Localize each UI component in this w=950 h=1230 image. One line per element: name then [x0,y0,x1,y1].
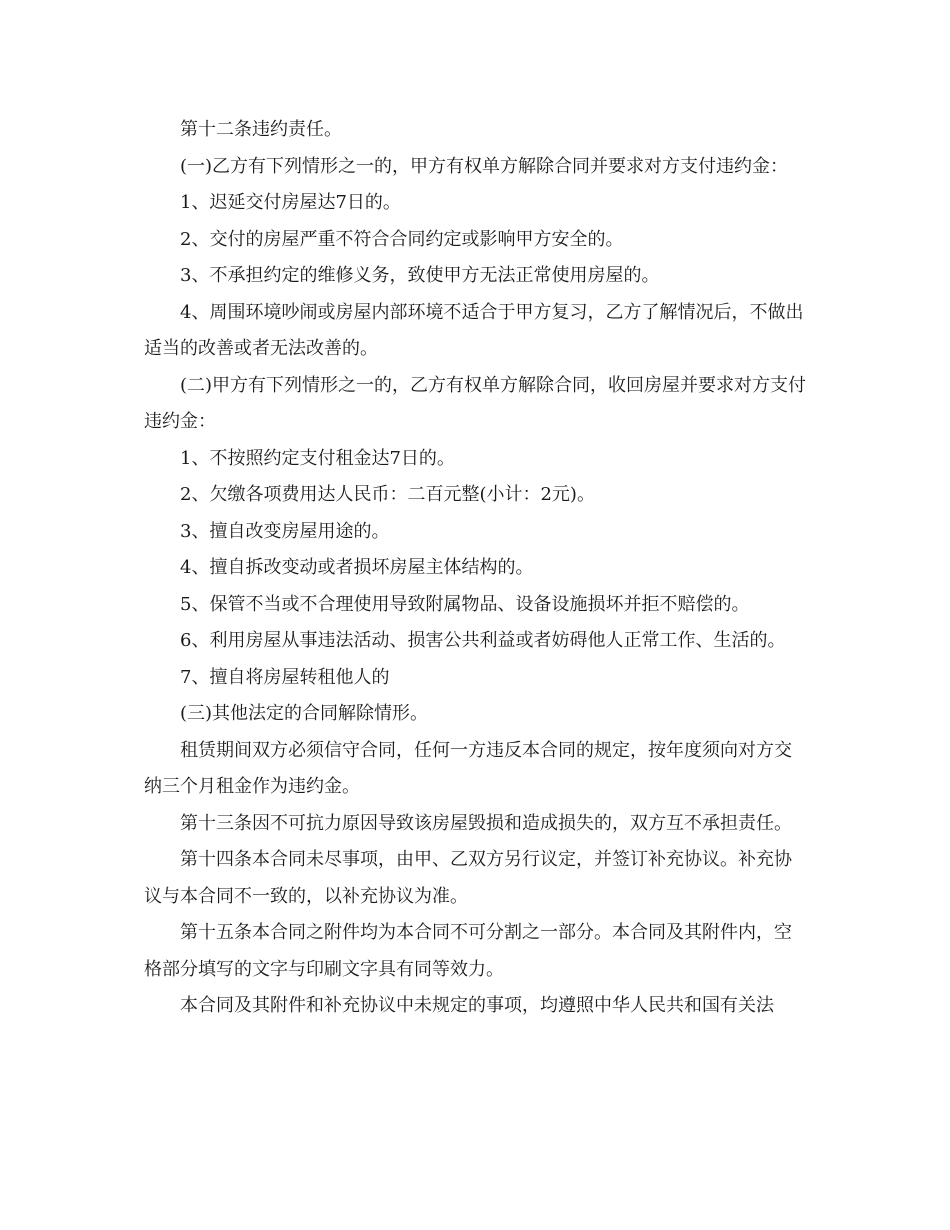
paragraph: 1、迟延交付房屋达7日的。 [180,192,401,213]
paragraph: 7、擅自将房屋转租他人的 [180,666,390,688]
paragraph: (三)其他法定的合同解除情形。 [180,703,429,724]
paragraph: 6、利用房屋从事违法活动、损害公共利益或者妨碍他人正常工作、生活的。 [180,630,786,651]
paragraph: (二)甲方有下列情形之一的，乙方有权单方解除合同，收回房屋并要求对方支付违约金： [144,374,807,432]
paragraph: 第十二条违约责任。 [180,119,342,140]
paragraph: 5、保管不当或不合理使用导致附属物品、设备设施损坏并拒不赔偿的。 [180,593,750,615]
paragraph: 3、擅自改变房屋用途的。 [180,520,390,542]
paragraph: 第十四条本合同未尽事项，由甲、乙双方另行议定，并签订补充协议。补充协议与本合同不一致的，以补充协议为准。 [144,849,792,907]
paragraph: (一)乙方有下列情形之一的，甲方有权单方解除合同并要求对方支付违约金： [180,155,789,177]
paragraph: 4、擅自拆改变动或者损坏房屋主体结构的。 [180,557,534,578]
paragraph: 租赁期间双方必须信守合同，任何一方违反本合同的规定，按年度须向对方交纳三个月租金作为违约金。 [144,739,792,797]
paragraph: 3、不承担约定的维修义务，致使甲方无法正常使用房屋的。 [180,265,660,286]
paragraph: 2、交付的房屋严重不符合合同约定或影响甲方安全的。 [180,228,624,250]
paragraph: 本合同及其附件和补充协议中未规定的事项，均遵照中华人民共和国有关法 [180,995,774,1016]
paragraph: 1、不按照约定支付租金达7日的。 [180,447,455,469]
document-body [144,112,808,1025]
paragraph: 2、欠缴各项费用达人民币：二百元整(小计：2元)。 [180,484,595,505]
paragraph: 第十五条本合同之附件均为本合同不可分割之一部分。本合同及其附件内，空格部分填写的文字与印刷文字具有同等效力。 [144,922,792,980]
paragraph: 4、周围环境吵闹或房屋内部环境不适合于甲方复习，乙方了解情况后，不做出适当的改善或者无法改善的。 [144,301,804,359]
paragraph: 第十三条因不可抗力原因导致该房屋毁损和造成损失的，双方互不承担责任。 [180,812,792,834]
